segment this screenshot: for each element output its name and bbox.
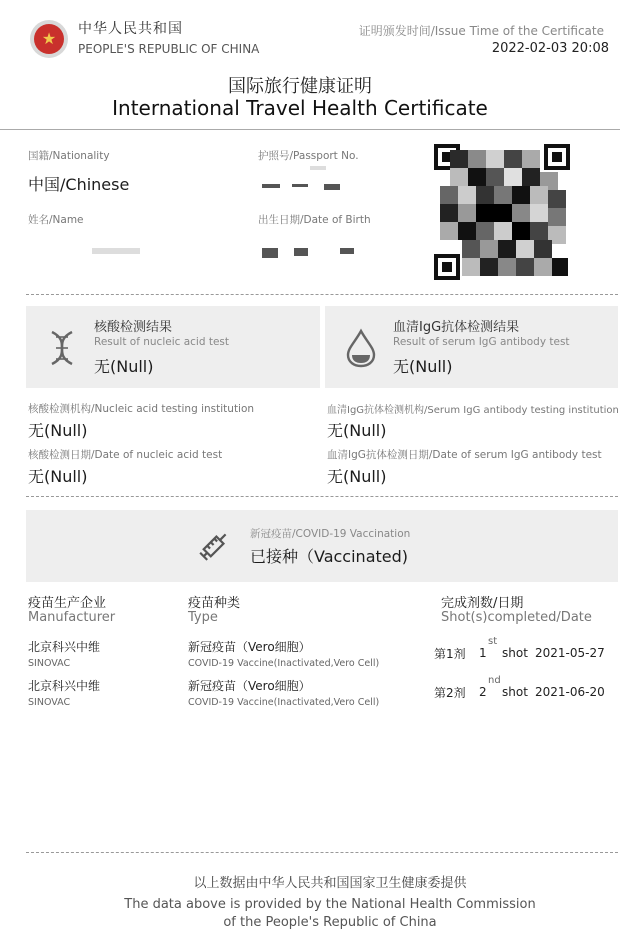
certificate-title-en: International Travel Health Certificate [112,96,488,120]
country-name-cn: 中华人民共和国 [78,21,183,37]
dose-ordinal: st [488,636,498,647]
vaccination-status: 已接种（Vaccinated) [250,547,409,566]
vaccination-panel [26,510,618,582]
nationality-value: 中国/Chinese [28,175,130,194]
serum-result-subtitle: Result of serum IgG antibody test [393,336,570,348]
manufacturer-cn: 北京科兴中维 [28,640,101,654]
header-divider [0,129,620,130]
manufacturer-en: SINOVAC [28,697,71,708]
name-label: 姓名/Name [28,214,84,226]
footer-note-en-line1: The data above is provided by the National Health Commission [124,897,536,912]
col-header-manufacturer-en: Manufacturer [28,610,116,625]
dose-number: 1 [479,646,487,660]
issue-time-label: 证明颁发时间/Issue Time of the Certificate [358,24,604,38]
vaccine-type-en: COVID-19 Vaccine(Inactivated,Vero Cell) [188,658,380,669]
passport-label: 护照号/Passport No. [258,150,359,162]
nationality-label: 国籍/Nationality [28,150,110,162]
nucleic-date-value: 无(Null) [28,467,88,486]
dose-cn: 第1剂 [434,647,466,661]
footer-note-en-line2: of the People's Republic of China [223,915,437,930]
dose-date: 2021-05-27 [535,646,605,660]
serum-result-panel [325,306,618,388]
dose-cn: 第2剂 [434,686,466,700]
vaccine-type-cn: 新冠疫苗（Vero细胞） [188,640,311,654]
footer-note-cn: 以上数据由中华人民共和国国家卫生健康委提供 [193,876,467,891]
col-header-manufacturer-cn: 疫苗生产企业 [28,596,107,611]
section-divider [26,496,618,497]
nucleic-result-title: 核酸检测结果 [94,320,173,335]
dose-word: shot [502,685,528,699]
country-name-en: PEOPLE'S REPUBLIC OF CHINA [78,42,260,56]
section-divider [26,294,618,295]
serum-result-title: 血清IgG抗体检测结果 [393,320,520,335]
serum-institution-label: 血清IgG抗体检测机构/Serum IgG antibody testing institution [327,405,619,416]
col-header-type-cn: 疫苗种类 [188,596,241,611]
vaccination-label: 新冠疫苗/COVID-19 Vaccination [250,528,411,540]
issue-time-value: 2022-02-03 20:08 [491,41,609,56]
nucleic-result-panel [26,306,320,388]
blood-drop-icon [343,328,379,372]
dna-icon [44,328,80,372]
manufacturer-cn: 北京科兴中维 [28,679,101,693]
dose-word: shot [502,646,528,660]
dose-date: 2021-06-20 [535,685,605,699]
serum-date-value: 无(Null) [327,467,387,486]
serum-institution-value: 无(Null) [327,421,387,440]
name-redacted [92,248,140,254]
vaccine-type-cn: 新冠疫苗（Vero细胞） [188,679,311,693]
nucleic-date-label: 核酸检测日期/Date of nucleic acid test [28,449,223,461]
nucleic-result-value: 无(Null) [94,357,154,376]
manufacturer-en: SINOVAC [28,658,71,669]
table-row [0,636,640,672]
table-row [0,675,640,711]
col-header-type-en: Type [188,610,218,625]
col-header-shots-cn: 完成剂数/日期 [441,596,524,611]
col-header-shots-en: Shot(s)completed/Date [441,610,592,625]
serum-date-label: 血清IgG抗体检测日期/Date of serum IgG antibody test [327,449,602,461]
nucleic-result-subtitle: Result of nucleic acid test [94,336,230,348]
nucleic-institution-label: 核酸检测机构/Nucleic acid testing institution [28,403,255,415]
nucleic-institution-value: 无(Null) [28,421,88,440]
dose-number: 2 [479,685,487,699]
footer-note-en [0,896,640,932]
certificate-title-cn: 国际旅行健康证明 [228,76,372,97]
serum-result-value: 无(Null) [393,357,453,376]
dob-label: 出生日期/Date of Birth [258,214,371,226]
national-emblem: ★ [30,20,68,58]
section-divider [26,852,618,853]
qr-code [432,142,572,282]
dose-ordinal: nd [488,675,501,686]
syringe-icon [198,528,232,566]
vaccine-type-en: COVID-19 Vaccine(Inactivated,Vero Cell) [188,697,380,708]
